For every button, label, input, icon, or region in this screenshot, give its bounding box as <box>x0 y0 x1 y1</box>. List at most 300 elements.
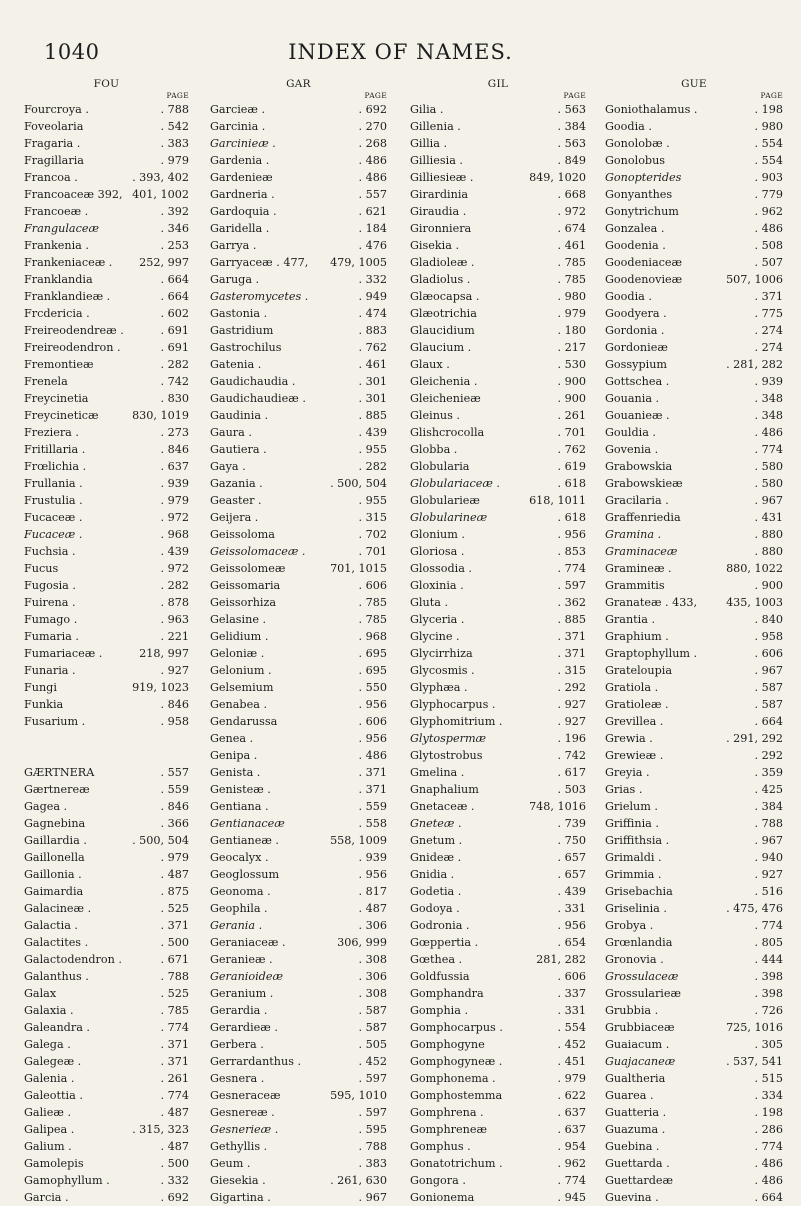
entry-name: Glycine . <box>410 630 460 643</box>
entry-name: Gossypium <box>605 358 668 371</box>
entry-name: Glytostrobus <box>410 749 483 762</box>
entry-pages: . 503 <box>557 783 586 796</box>
index-entry <box>410 458 586 475</box>
index-spacer <box>24 747 189 764</box>
entry-pages: . 788 <box>160 970 189 983</box>
entry-name: Gardenia . <box>210 154 270 167</box>
entry-pages: . 788 <box>754 817 783 830</box>
entry-pages: . 198 <box>754 1106 783 1119</box>
index-entry <box>605 662 783 679</box>
index-entry <box>410 288 586 305</box>
index-entry <box>605 645 783 662</box>
entry-pages: . 883 <box>358 324 387 337</box>
index-entry <box>605 577 783 594</box>
entry-name: Gramineæ . <box>605 562 672 575</box>
index-entry <box>210 458 387 475</box>
index-entry <box>410 781 586 798</box>
index-entry <box>605 356 783 373</box>
entry-pages: . 371 <box>160 1055 189 1068</box>
index-entry <box>24 118 189 135</box>
entry-name: Galacineæ . <box>24 902 92 915</box>
index-entry <box>605 560 783 577</box>
entry-pages: . 366 <box>160 817 189 830</box>
index-entry <box>24 1172 189 1189</box>
entry-pages: . 805 <box>754 936 783 949</box>
entry-name: Gomphocarpus . <box>410 1021 503 1034</box>
entry-name: Geraniaceæ . <box>210 936 286 949</box>
entry-pages: . 739 <box>557 817 586 830</box>
index-entry <box>605 611 783 628</box>
entry-name: Fritillaria . <box>24 443 86 456</box>
index-entry <box>410 186 586 203</box>
index-entry <box>24 356 189 373</box>
entry-name: Frankeniaceæ . <box>24 256 113 269</box>
entry-pages: . 939 <box>160 477 189 490</box>
entry-name: Glæocapsa . <box>410 290 480 303</box>
entry-name: Gomphrena . <box>410 1106 484 1119</box>
entry-name: Garidella . <box>210 222 270 235</box>
entry-name: Gleinus . <box>410 409 460 422</box>
entry-name: Gomphogyne <box>410 1038 485 1051</box>
entry-name: Genipa . <box>210 749 258 762</box>
entry-pages: . 332 <box>160 1174 189 1187</box>
index-entry <box>410 169 586 186</box>
index-entry <box>24 407 189 424</box>
entry-name: Gerania . <box>210 919 263 932</box>
entry-name: Frœlichia . <box>24 460 87 473</box>
entry-pages: . 637 <box>160 460 189 473</box>
entry-name: Gratiola . <box>605 681 659 694</box>
entry-name: Godoya . <box>410 902 460 915</box>
entry-pages: . 927 <box>557 698 586 711</box>
entry-name: Gonopterides <box>605 171 682 184</box>
entry-pages: . 880 <box>754 528 783 541</box>
entry-pages: . 900 <box>557 392 586 405</box>
entry-pages: . 927 <box>557 715 586 728</box>
index-entry <box>210 1036 387 1053</box>
entry-name: Gaudichaudieæ . <box>210 392 306 405</box>
entry-name: Guatteria . <box>605 1106 667 1119</box>
index-entry <box>410 203 586 220</box>
entry-name: Frustulia . <box>24 494 83 507</box>
index-entry <box>605 254 783 271</box>
entry-name: Gratioleæ . <box>605 698 669 711</box>
entry-name: Grantia . <box>605 613 656 626</box>
index-entry <box>410 543 586 560</box>
entry-pages: . 261 <box>160 1072 189 1085</box>
index-entry <box>210 339 387 356</box>
entry-name: Girardinia <box>410 188 469 201</box>
entry-pages: . 622 <box>557 1089 586 1102</box>
entry-name: Graptophyllum . <box>605 647 698 660</box>
entry-name: Fumaria . <box>24 630 79 643</box>
entry-name: Gesnerieæ . <box>210 1123 279 1136</box>
entry-pages: 595, 1010 <box>330 1089 387 1102</box>
entry-name: Geissolomaceæ . <box>210 545 306 558</box>
entry-pages: . 308 <box>358 987 387 1000</box>
index-entry <box>210 373 387 390</box>
entry-name: Grammitis <box>605 579 665 592</box>
entry-name: Fumago . <box>24 613 78 626</box>
index-entry <box>210 271 387 288</box>
entry-name: Glyphocarpus . <box>410 698 496 711</box>
index-entry <box>24 628 189 645</box>
index-entry <box>605 458 783 475</box>
index-entry <box>210 356 387 373</box>
entry-name: Gomphandra <box>410 987 484 1000</box>
entry-name: Gonionema <box>410 1191 475 1204</box>
entry-name: Griffinia . <box>605 817 659 830</box>
entry-name: Garcinieæ . <box>210 137 276 150</box>
entry-name: Gouanieæ . <box>605 409 670 422</box>
entry-pages: . 668 <box>557 188 586 201</box>
index-entry <box>24 662 189 679</box>
entry-name: Glaux . <box>410 358 450 371</box>
entry-name: Grias . <box>605 783 643 796</box>
index-entry <box>605 1104 783 1121</box>
index-entry <box>410 1121 586 1138</box>
entry-name: Fucaceæ . <box>24 511 83 524</box>
entry-name: Grubbiaceæ <box>605 1021 675 1034</box>
index-entry <box>605 713 783 730</box>
entry-name: Globularia <box>410 460 470 473</box>
entry-name: Gærtnereæ <box>24 783 90 796</box>
entry-pages: . 371 <box>358 783 387 796</box>
index-entry <box>24 900 189 917</box>
entry-pages: . 774 <box>754 443 783 456</box>
index-entry <box>410 237 586 254</box>
entry-name: Gonytrichum <box>605 205 679 218</box>
entry-pages: . 559 <box>358 800 387 813</box>
entry-name: Gramina . <box>605 528 662 541</box>
entry-pages: . 431 <box>754 511 783 524</box>
index-entry <box>410 611 586 628</box>
entry-pages: 701, 1015 <box>330 562 387 575</box>
entry-pages: . 657 <box>557 868 586 881</box>
entry-pages: . 530 <box>557 358 586 371</box>
entry-pages: . 253 <box>160 239 189 252</box>
entry-pages: . 875 <box>160 885 189 898</box>
entry-pages: . 371 <box>358 766 387 779</box>
index-entry <box>210 594 387 611</box>
entry-pages: . 180 <box>557 324 586 337</box>
entry-pages: . 979 <box>160 851 189 864</box>
entry-name: Gastonia . <box>210 307 268 320</box>
index-entry <box>410 441 586 458</box>
index-entry <box>210 1019 387 1036</box>
entry-name: Geranieæ . <box>210 953 273 966</box>
index-entry <box>605 747 783 764</box>
entry-pages: . 945 <box>557 1191 586 1204</box>
entry-pages: . 963 <box>160 613 189 626</box>
index-entry <box>210 543 387 560</box>
entry-pages: . 393, 402 <box>132 171 189 184</box>
entry-name: Gastridium <box>210 324 274 337</box>
entry-pages: . 949 <box>358 290 387 303</box>
index-entry <box>410 1087 586 1104</box>
entry-name: Gronovia . <box>605 953 664 966</box>
index-entry <box>24 509 189 526</box>
entry-name: Gesnereæ . <box>210 1106 275 1119</box>
index-entry <box>410 934 586 951</box>
entry-pages: . 692 <box>160 1191 189 1204</box>
entry-pages: . 979 <box>160 494 189 507</box>
index-entry <box>410 254 586 271</box>
entry-name: Fourcroya . <box>24 103 89 116</box>
entry-name: Funaria . <box>24 664 76 677</box>
index-entry <box>605 1155 783 1172</box>
page-column-label: PAGE <box>364 91 387 100</box>
column-running-head: GUE <box>681 78 707 90</box>
entry-name: Grabowskieæ <box>605 477 683 490</box>
entry-name: Gœppertia . <box>410 936 479 949</box>
entry-name: Gazania . <box>210 477 263 490</box>
entry-name: Grewieæ . <box>605 749 664 762</box>
entry-name: Frenela <box>24 375 68 388</box>
index-entry <box>210 203 387 220</box>
entry-pages: . 384 <box>754 800 783 813</box>
entry-name: Grimmia . <box>605 868 662 881</box>
index-entry <box>210 747 387 764</box>
index-entry <box>210 611 387 628</box>
index-entry <box>210 815 387 832</box>
index-entry <box>605 764 783 781</box>
index-entry <box>210 713 387 730</box>
entry-pages: . 507 <box>754 256 783 269</box>
entry-pages: . 500 <box>160 936 189 949</box>
entry-pages: . 606 <box>358 715 387 728</box>
index-entry <box>605 866 783 883</box>
entry-pages: . 958 <box>754 630 783 643</box>
entry-pages: . 348 <box>754 392 783 405</box>
entry-pages: . 487 <box>160 1140 189 1153</box>
index-entry <box>410 577 586 594</box>
index-entry <box>605 543 783 560</box>
index-entry <box>24 424 189 441</box>
index-entry <box>410 1019 586 1036</box>
entry-pages: . 885 <box>557 613 586 626</box>
entry-pages: . 500, 504 <box>330 477 387 490</box>
index-entry <box>210 883 387 900</box>
index-entry <box>605 390 783 407</box>
entry-pages: . 580 <box>754 477 783 490</box>
entry-pages: . 939 <box>358 851 387 864</box>
entry-pages: . 362 <box>557 596 586 609</box>
entry-pages: . 542 <box>160 120 189 133</box>
entry-name: Gentianaceæ <box>210 817 285 830</box>
entry-name: Genea . <box>210 732 254 745</box>
index-entry <box>24 815 189 832</box>
entry-name: Gloriosa . <box>410 545 465 558</box>
index-entry <box>605 101 783 118</box>
entry-pages: . 487 <box>160 868 189 881</box>
index-entry <box>410 407 586 424</box>
entry-pages: . 618 <box>557 511 586 524</box>
entry-name: Glæotrichia <box>410 307 477 320</box>
entry-pages: . 383 <box>358 1157 387 1170</box>
entry-name: Gaillonia . <box>24 868 82 881</box>
entry-name: Fungi <box>24 681 57 694</box>
entry-pages: . 537, 541 <box>726 1055 783 1068</box>
entry-name: Glaucidium <box>410 324 475 337</box>
index-entry <box>24 288 189 305</box>
index-entry <box>210 101 387 118</box>
entry-name: Gomphostemma <box>410 1089 503 1102</box>
index-entry <box>210 1087 387 1104</box>
index-entry <box>210 560 387 577</box>
entry-pages: . 846 <box>160 800 189 813</box>
entry-name: Godetia . <box>410 885 462 898</box>
entry-name: Globulariaceæ . <box>410 477 500 490</box>
entry-pages: . 956 <box>358 698 387 711</box>
entry-name: Guaiacum . <box>605 1038 670 1051</box>
entry-name: Gouldia . <box>605 426 656 439</box>
entry-pages: . 785 <box>358 596 387 609</box>
entry-pages: . 439 <box>160 545 189 558</box>
entry-name: Gamolepis <box>24 1157 84 1170</box>
entry-pages: . 742 <box>160 375 189 388</box>
entry-name: Guettardeæ <box>605 1174 674 1187</box>
entry-pages: 479, 1005 <box>330 256 387 269</box>
entry-name: Gendarussa <box>210 715 278 728</box>
entry-name: Francoa . <box>24 171 78 184</box>
entry-pages: . 559 <box>160 783 189 796</box>
index-entry <box>210 118 387 135</box>
entry-name: Freireodendreæ . <box>24 324 124 337</box>
entry-pages: . 273 <box>160 426 189 439</box>
entry-pages: . 956 <box>358 868 387 881</box>
entry-name: Gleichenia . <box>410 375 478 388</box>
index-entry <box>605 985 783 1002</box>
entry-name: Genisteæ . <box>210 783 271 796</box>
index-entry <box>24 1070 189 1087</box>
entry-name: Galenia . <box>24 1072 75 1085</box>
entry-pages: 748, 1016 <box>529 800 586 813</box>
entry-pages: 919, 1023 <box>132 681 189 694</box>
index-entry <box>410 118 586 135</box>
index-entry <box>605 968 783 985</box>
entry-pages: . 439 <box>557 885 586 898</box>
entry-name: Geophila . <box>210 902 268 915</box>
index-entry <box>605 237 783 254</box>
entry-pages: . 785 <box>557 273 586 286</box>
entry-pages: . 691 <box>160 324 189 337</box>
index-entry <box>24 679 189 696</box>
index-entry <box>210 1155 387 1172</box>
index-entry <box>410 101 586 118</box>
entry-pages: . 515 <box>754 1072 783 1085</box>
entry-pages: . 742 <box>557 749 586 762</box>
entry-pages: . 348 <box>754 409 783 422</box>
index-entry <box>210 934 387 951</box>
entry-name: Gasteromycetes . <box>210 290 309 303</box>
entry-name: Gamophyllum . <box>24 1174 110 1187</box>
entry-pages: . 371 <box>160 1038 189 1051</box>
page-title: INDEX OF NAMES. <box>288 40 513 64</box>
entry-name: Gloxinia . <box>410 579 464 592</box>
entry-pages: . 554 <box>557 1021 586 1034</box>
entry-name: Globba . <box>410 443 458 456</box>
index-entry <box>410 509 586 526</box>
entry-pages: . 664 <box>754 1191 783 1204</box>
index-entry <box>210 628 387 645</box>
index-entry <box>210 322 387 339</box>
entry-name: Govenia . <box>605 443 659 456</box>
entry-pages: . 702 <box>358 528 387 541</box>
entry-pages: . 525 <box>160 987 189 1000</box>
entry-pages: . 597 <box>358 1106 387 1119</box>
entry-pages: . 701 <box>557 426 586 439</box>
entry-name: Gilia . <box>410 103 444 116</box>
entry-name: Franklandia <box>24 273 93 286</box>
entry-pages: . 371 <box>557 630 586 643</box>
entry-name: Freycineticæ <box>24 409 99 422</box>
entry-pages: 849, 1020 <box>529 171 586 184</box>
index-entry <box>24 1138 189 1155</box>
index-entry <box>605 509 783 526</box>
index-entry <box>24 577 189 594</box>
index-entry <box>410 1189 586 1206</box>
entry-pages: . 606 <box>557 970 586 983</box>
entry-pages: . 486 <box>358 154 387 167</box>
index-entry <box>210 1121 387 1138</box>
entry-pages: . 955 <box>358 443 387 456</box>
index-entry <box>605 373 783 390</box>
entry-name: Grobya . <box>605 919 654 932</box>
entry-name: Gardoquia . <box>210 205 277 218</box>
entry-name: Geoglossum <box>210 868 280 881</box>
index-entry <box>410 696 586 713</box>
index-entry <box>410 373 586 390</box>
index-entry <box>605 883 783 900</box>
entry-pages: . 306 <box>358 919 387 932</box>
entry-name: Greyia . <box>605 766 650 779</box>
entry-name: Graffenriedia <box>605 511 681 524</box>
entry-name: Frcdericia . <box>24 307 90 320</box>
index-column <box>605 77 783 1206</box>
entry-pages: . 475, 476 <box>726 902 783 915</box>
index-entry <box>210 390 387 407</box>
page-column-label: PAGE <box>563 91 586 100</box>
entry-name: Gerrardanthus . <box>210 1055 302 1068</box>
entry-pages: . 595 <box>358 1123 387 1136</box>
index-entry <box>605 849 783 866</box>
column-running-head: GAR <box>286 78 311 90</box>
entry-pages: . 774 <box>160 1089 189 1102</box>
entry-pages: . 774 <box>754 1140 783 1153</box>
entry-pages: . 270 <box>358 120 387 133</box>
entry-pages: . 775 <box>754 307 783 320</box>
index-entry <box>24 985 189 1002</box>
entry-pages: . 398 <box>754 970 783 983</box>
index-entry <box>210 1172 387 1189</box>
entry-name: Garcinia . <box>210 120 266 133</box>
entry-name: Gautiera . <box>210 443 267 456</box>
index-entry <box>605 220 783 237</box>
entry-name: Grisebachia <box>605 885 673 898</box>
index-entry <box>410 220 586 237</box>
index-entry <box>210 900 387 917</box>
entry-pages: . 281, 282 <box>726 358 783 371</box>
index-entry <box>605 1053 783 1070</box>
entry-name: Graminaceæ <box>605 545 678 558</box>
entry-pages: . 305 <box>754 1038 783 1051</box>
index-entry <box>210 696 387 713</box>
index-entry <box>210 730 387 747</box>
entry-name: Glyceria . <box>410 613 465 626</box>
entry-name: Gaillonella <box>24 851 85 864</box>
entry-pages: . 486 <box>754 1157 783 1170</box>
